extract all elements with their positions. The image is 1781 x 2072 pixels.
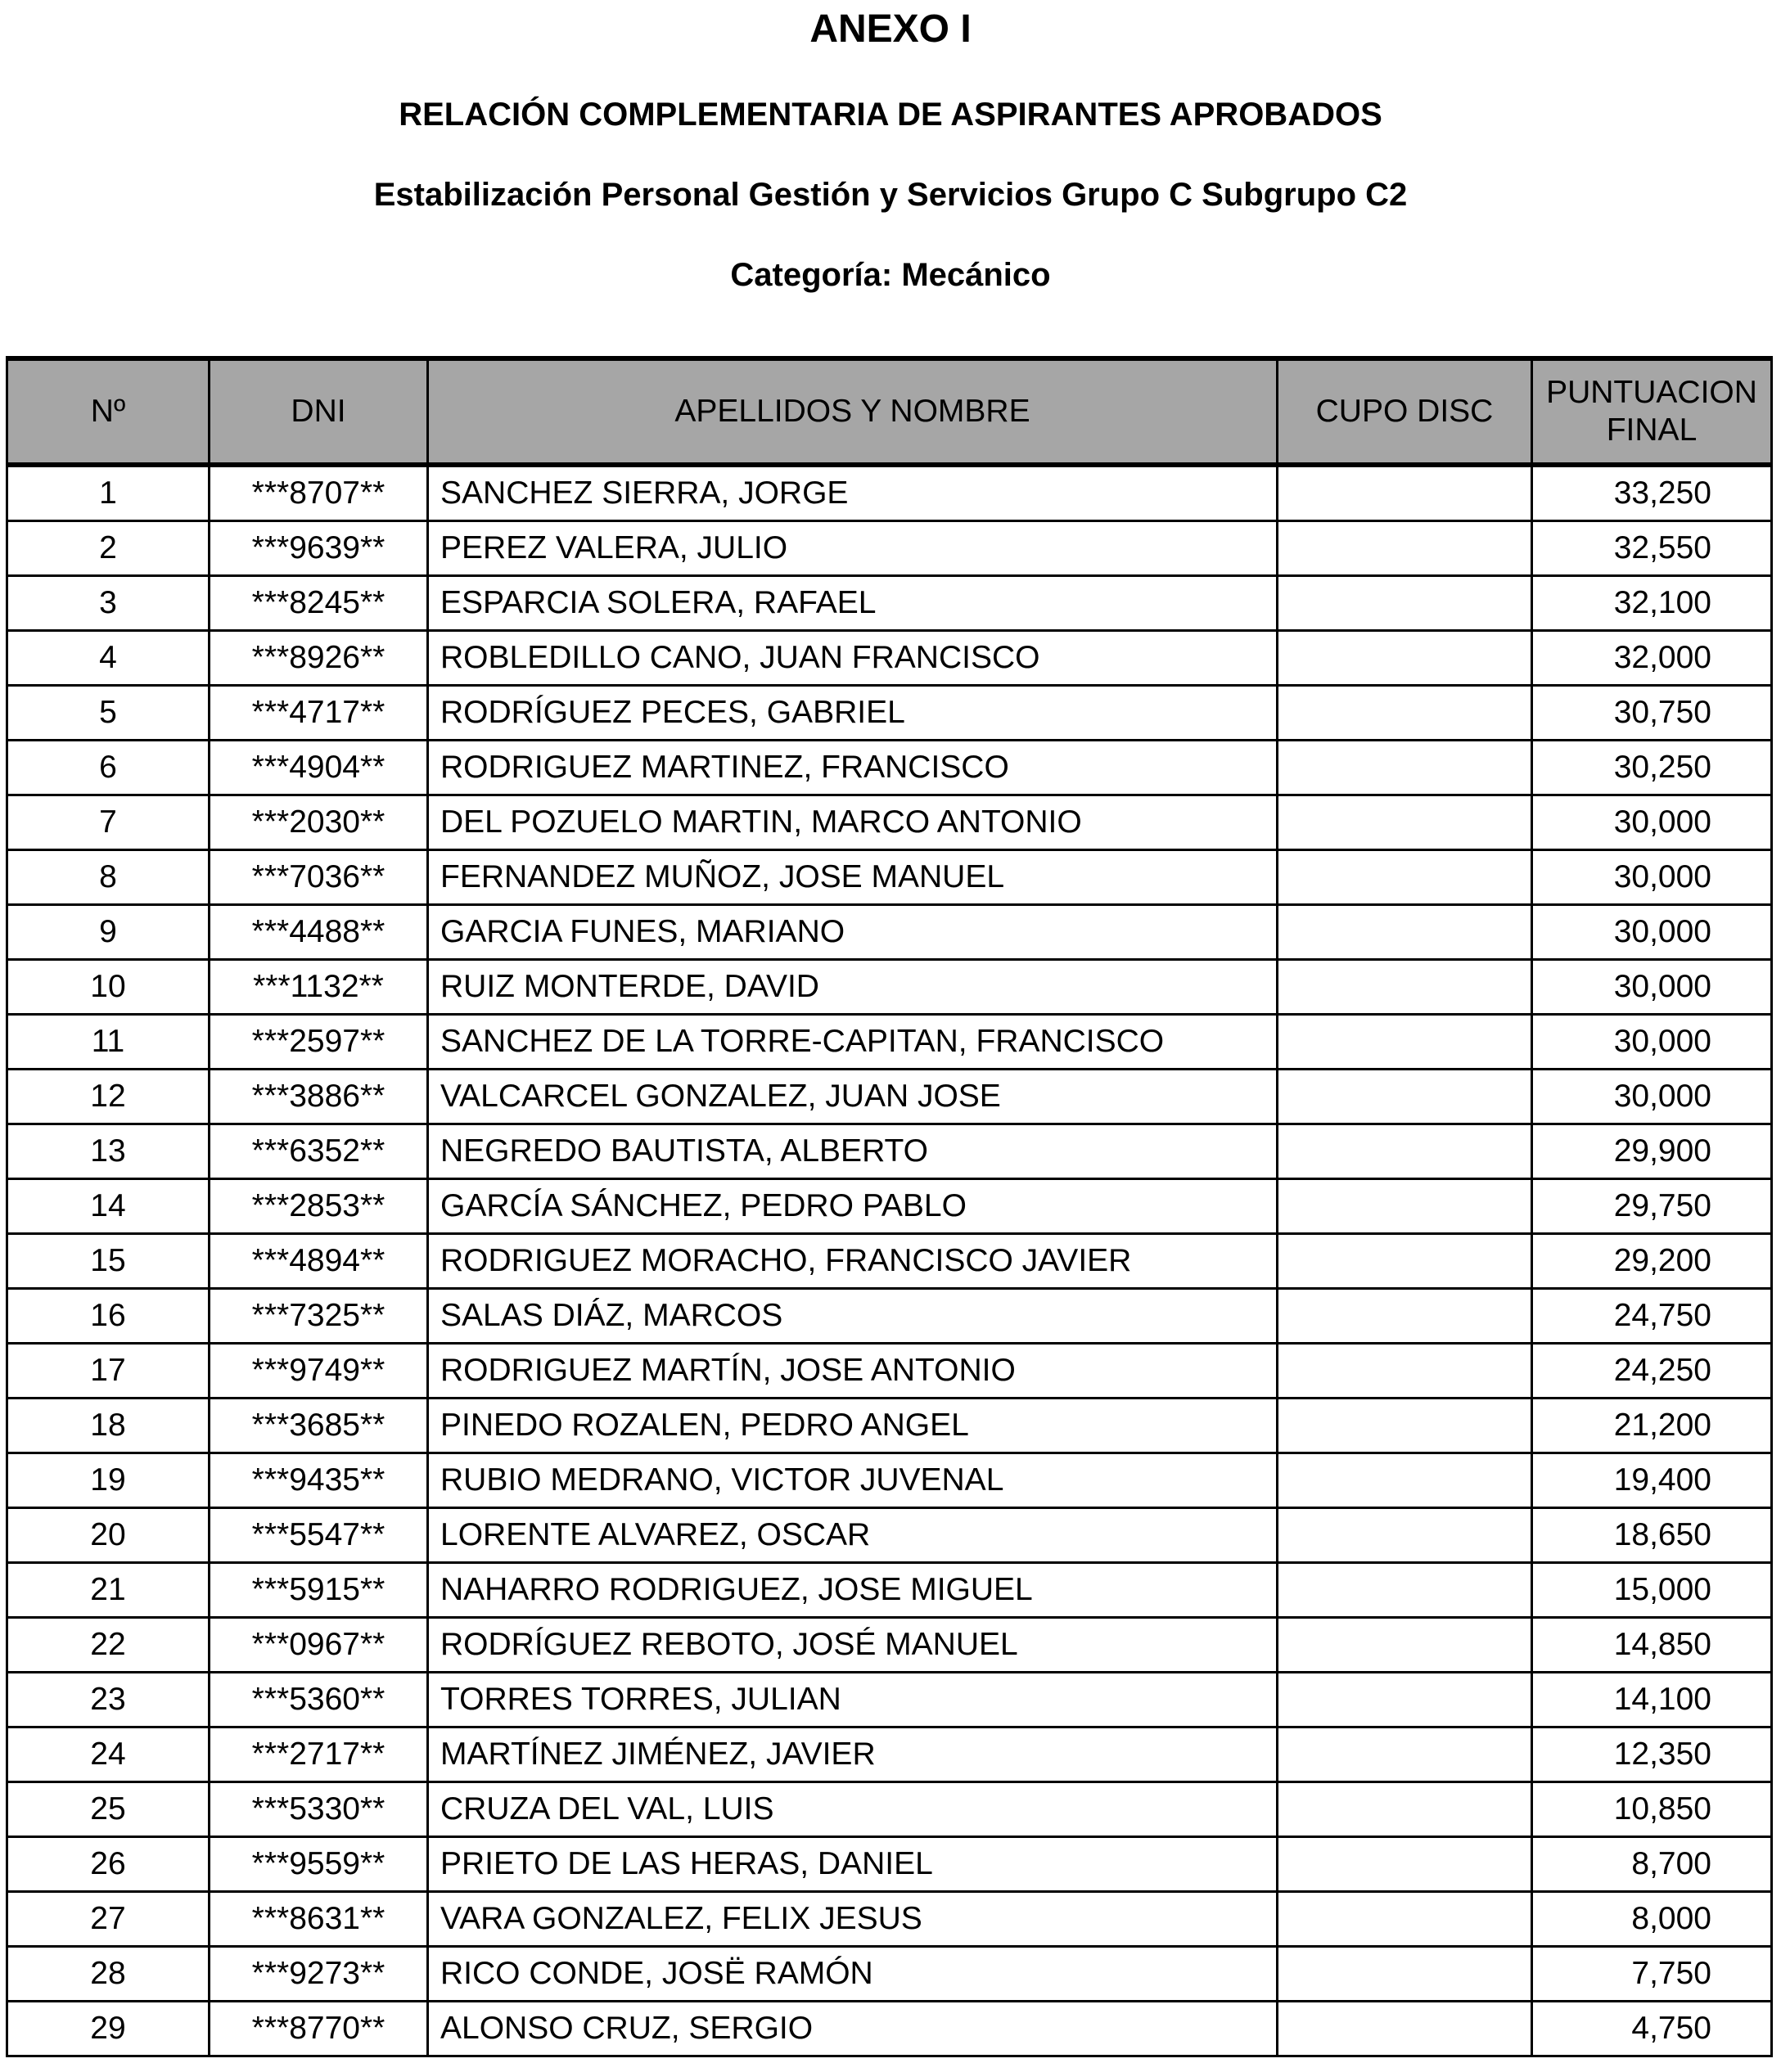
table-row — [7, 1015, 1772, 1070]
cell-score: 32,550 — [1532, 521, 1772, 576]
cell-score: 24,250 — [1532, 1344, 1772, 1399]
cell-name: TORRES TORRES, JULIAN — [428, 1673, 1278, 1727]
cell-dni: ***7325** — [210, 1289, 428, 1344]
cell-dni: ***4894** — [210, 1234, 428, 1289]
document-subtitle: RELACIÓN COMPLEMENTARIA DE ASPIRANTES APROBADOS — [399, 97, 1382, 133]
cell-cupo-disc — [1278, 960, 1532, 1015]
column-header-name: APELLIDOS Y NOMBRE — [428, 358, 1278, 465]
cell-dni: ***8631** — [210, 1892, 428, 1947]
process-name: Estabilización Personal Gestión y Servicios Grupo C Subgrupo C2 — [373, 177, 1408, 213]
cell-number: 7 — [7, 795, 210, 850]
cell-number: 24 — [7, 1727, 210, 1782]
cell-number: 18 — [7, 1399, 210, 1453]
cell-dni: ***9639** — [210, 521, 428, 576]
cell-dni: ***4717** — [210, 686, 428, 741]
cell-number: 12 — [7, 1070, 210, 1124]
cell-name: ALONSO CRUZ, SERGIO — [428, 2002, 1278, 2056]
cell-name: NEGREDO BAUTISTA, ALBERTO — [428, 1124, 1278, 1179]
cell-dni: ***4488** — [210, 905, 428, 960]
table-row — [7, 2002, 1772, 2056]
cell-cupo-disc — [1278, 1179, 1532, 1234]
table-row — [7, 1399, 1772, 1453]
cell-cupo-disc — [1278, 1124, 1532, 1179]
column-header-score-label: PUNTUACION FINAL — [1546, 375, 1757, 448]
cell-dni: ***6352** — [210, 1124, 428, 1179]
cell-score: 30,000 — [1532, 1015, 1772, 1070]
cell-number: 16 — [7, 1289, 210, 1344]
cell-number: 17 — [7, 1344, 210, 1399]
cell-score: 30,250 — [1532, 741, 1772, 795]
cell-number: 27 — [7, 1892, 210, 1947]
cell-number: 11 — [7, 1015, 210, 1070]
cell-number: 2 — [7, 521, 210, 576]
cell-score: 7,750 — [1532, 1947, 1772, 2002]
cell-score: 30,000 — [1532, 1070, 1772, 1124]
cell-dni: ***2030** — [210, 795, 428, 850]
cell-score: 29,900 — [1532, 1124, 1772, 1179]
table-row — [7, 631, 1772, 686]
table-row — [7, 1289, 1772, 1344]
cell-number: 13 — [7, 1124, 210, 1179]
cell-dni: ***2853** — [210, 1179, 428, 1234]
cell-dni: ***8926** — [210, 631, 428, 686]
cell-number: 26 — [7, 1837, 210, 1892]
cell-name: SALAS DIÁZ, MARCOS — [428, 1289, 1278, 1344]
cell-name: SANCHEZ DE LA TORRE-CAPITAN, FRANCISCO — [428, 1015, 1278, 1070]
cell-cupo-disc — [1278, 1618, 1532, 1673]
cell-dni: ***2717** — [210, 1727, 428, 1782]
cell-number: 25 — [7, 1782, 210, 1837]
cell-dni: ***8770** — [210, 2002, 428, 2056]
table-row — [7, 1618, 1772, 1673]
cell-cupo-disc — [1278, 576, 1532, 631]
applicants-table — [6, 356, 1773, 2057]
cell-dni: ***7036** — [210, 850, 428, 905]
table-row — [7, 521, 1772, 576]
table-row — [7, 1947, 1772, 2002]
cell-name: LORENTE ALVAREZ, OSCAR — [428, 1508, 1278, 1563]
cell-number: 3 — [7, 576, 210, 631]
cell-name: DEL POZUELO MARTIN, MARCO ANTONIO — [428, 795, 1278, 850]
cell-number: 1 — [7, 465, 210, 521]
cell-dni: ***1132** — [210, 960, 428, 1015]
cell-cupo-disc — [1278, 1837, 1532, 1892]
table-row — [7, 1508, 1772, 1563]
cell-cupo-disc — [1278, 1015, 1532, 1070]
table-row — [7, 1782, 1772, 1837]
cell-cupo-disc — [1278, 1289, 1532, 1344]
cell-score: 32,100 — [1532, 576, 1772, 631]
cell-cupo-disc — [1278, 521, 1532, 576]
cell-cupo-disc — [1278, 1782, 1532, 1837]
cell-cupo-disc — [1278, 741, 1532, 795]
cell-cupo-disc — [1278, 1947, 1532, 2002]
cell-number: 6 — [7, 741, 210, 795]
cell-dni: ***9559** — [210, 1837, 428, 1892]
column-header-score — [1532, 358, 1772, 465]
table-row — [7, 1070, 1772, 1124]
cell-cupo-disc — [1278, 1453, 1532, 1508]
table-row — [7, 795, 1772, 850]
cell-name: VALCARCEL GONZALEZ, JUAN JOSE — [428, 1070, 1278, 1124]
cell-number: 23 — [7, 1673, 210, 1727]
cell-name: NAHARRO RODRIGUEZ, JOSE MIGUEL — [428, 1563, 1278, 1618]
cell-score: 29,750 — [1532, 1179, 1772, 1234]
table-row — [7, 905, 1772, 960]
table-row — [7, 1234, 1772, 1289]
cell-name: CRUZA DEL VAL, LUIS — [428, 1782, 1278, 1837]
cell-name: RODRIGUEZ MARTINEZ, FRANCISCO — [428, 741, 1278, 795]
cell-cupo-disc — [1278, 795, 1532, 850]
table-row — [7, 1727, 1772, 1782]
cell-score: 33,250 — [1532, 465, 1772, 521]
cell-score: 14,850 — [1532, 1618, 1772, 1673]
column-header-number: Nº — [7, 358, 210, 465]
cell-cupo-disc — [1278, 1344, 1532, 1399]
cell-cupo-disc — [1278, 1892, 1532, 1947]
cell-dni: ***5360** — [210, 1673, 428, 1727]
cell-name: ESPARCIA SOLERA, RAFAEL — [428, 576, 1278, 631]
cell-name: VARA GONZALEZ, FELIX JESUS — [428, 1892, 1278, 1947]
cell-score: 30,000 — [1532, 795, 1772, 850]
cell-cupo-disc — [1278, 1070, 1532, 1124]
cell-dni: ***3886** — [210, 1070, 428, 1124]
cell-cupo-disc — [1278, 686, 1532, 741]
cell-number: 8 — [7, 850, 210, 905]
cell-cupo-disc — [1278, 850, 1532, 905]
cell-number: 22 — [7, 1618, 210, 1673]
cell-number: 4 — [7, 631, 210, 686]
cell-name: PEREZ VALERA, JULIO — [428, 521, 1278, 576]
cell-score: 12,350 — [1532, 1727, 1772, 1782]
table-row — [7, 1179, 1772, 1234]
cell-name: RICO CONDE, JOSË RAMÓN — [428, 1947, 1278, 2002]
cell-number: 20 — [7, 1508, 210, 1563]
cell-score: 24,750 — [1532, 1289, 1772, 1344]
cell-dni: ***9435** — [210, 1453, 428, 1508]
cell-score: 30,750 — [1532, 686, 1772, 741]
table-row — [7, 1563, 1772, 1618]
cell-cupo-disc — [1278, 1508, 1532, 1563]
cell-dni: ***8707** — [210, 465, 428, 521]
cell-dni: ***9749** — [210, 1344, 428, 1399]
cell-score: 10,850 — [1532, 1782, 1772, 1837]
cell-dni: ***3685** — [210, 1399, 428, 1453]
cell-score: 30,000 — [1532, 905, 1772, 960]
cell-number: 15 — [7, 1234, 210, 1289]
cell-name: RODRIGUEZ MORACHO, FRANCISCO JAVIER — [428, 1234, 1278, 1289]
table-header-row — [7, 358, 1772, 465]
cell-number: 5 — [7, 686, 210, 741]
cell-name: RODRÍGUEZ PECES, GABRIEL — [428, 686, 1278, 741]
cell-score: 8,700 — [1532, 1837, 1772, 1892]
column-header-dni: DNI — [210, 358, 428, 465]
column-header-cupo-disc: CUPO DISC — [1278, 358, 1532, 465]
cell-name: PRIETO DE LAS HERAS, DANIEL — [428, 1837, 1278, 1892]
table-row — [7, 1837, 1772, 1892]
cell-name: SANCHEZ SIERRA, JORGE — [428, 465, 1278, 521]
cell-dni: ***0967** — [210, 1618, 428, 1673]
cell-number: 29 — [7, 2002, 210, 2056]
cell-cupo-disc — [1278, 1727, 1532, 1782]
cell-cupo-disc — [1278, 1673, 1532, 1727]
cell-score: 32,000 — [1532, 631, 1772, 686]
cell-number: 21 — [7, 1563, 210, 1618]
cell-dni: ***8245** — [210, 576, 428, 631]
cell-number: 14 — [7, 1179, 210, 1234]
cell-name: GARCIA FUNES, MARIANO — [428, 905, 1278, 960]
cell-name: RODRIGUEZ MARTÍN, JOSE ANTONIO — [428, 1344, 1278, 1399]
cell-name: PINEDO ROZALEN, PEDRO ANGEL — [428, 1399, 1278, 1453]
cell-dni: ***5330** — [210, 1782, 428, 1837]
cell-dni: ***9273** — [210, 1947, 428, 2002]
table-row — [7, 960, 1772, 1015]
cell-score: 14,100 — [1532, 1673, 1772, 1727]
table-row — [7, 465, 1772, 521]
cell-name: RUBIO MEDRANO, VICTOR JUVENAL — [428, 1453, 1278, 1508]
cell-number: 10 — [7, 960, 210, 1015]
cell-cupo-disc — [1278, 465, 1532, 521]
table-row — [7, 1673, 1772, 1727]
table-row — [7, 1892, 1772, 1947]
cell-name: RODRÍGUEZ REBOTO, JOSÉ MANUEL — [428, 1618, 1278, 1673]
table-row — [7, 1344, 1772, 1399]
cell-score: 18,650 — [1532, 1508, 1772, 1563]
table-row — [7, 1124, 1772, 1179]
cell-number: 9 — [7, 905, 210, 960]
cell-dni: ***2597** — [210, 1015, 428, 1070]
cell-score: 21,200 — [1532, 1399, 1772, 1453]
category-label: Categoría: Mecánico — [730, 257, 1051, 293]
cell-name: GARCÍA SÁNCHEZ, PEDRO PABLO — [428, 1179, 1278, 1234]
table-row — [7, 741, 1772, 795]
cell-score: 29,200 — [1532, 1234, 1772, 1289]
cell-score: 15,000 — [1532, 1563, 1772, 1618]
cell-cupo-disc — [1278, 1234, 1532, 1289]
cell-cupo-disc — [1278, 905, 1532, 960]
cell-score: 4,750 — [1532, 2002, 1772, 2056]
table-row — [7, 576, 1772, 631]
table-row — [7, 686, 1772, 741]
cell-dni: ***4904** — [210, 741, 428, 795]
cell-name: RUIZ MONTERDE, DAVID — [428, 960, 1278, 1015]
cell-name: ROBLEDILLO CANO, JUAN FRANCISCO — [428, 631, 1278, 686]
cell-score: 19,400 — [1532, 1453, 1772, 1508]
cell-score: 8,000 — [1532, 1892, 1772, 1947]
cell-score: 30,000 — [1532, 960, 1772, 1015]
cell-dni: ***5547** — [210, 1508, 428, 1563]
table-row — [7, 1453, 1772, 1508]
cell-cupo-disc — [1278, 1399, 1532, 1453]
table-row — [7, 850, 1772, 905]
cell-number: 28 — [7, 1947, 210, 2002]
cell-name: MARTÍNEZ JIMÉNEZ, JAVIER — [428, 1727, 1278, 1782]
cell-cupo-disc — [1278, 1563, 1532, 1618]
cell-cupo-disc — [1278, 2002, 1532, 2056]
cell-score: 30,000 — [1532, 850, 1772, 905]
cell-number: 19 — [7, 1453, 210, 1508]
cell-cupo-disc — [1278, 631, 1532, 686]
cell-name: FERNANDEZ MUÑOZ, JOSE MANUEL — [428, 850, 1278, 905]
cell-dni: ***5915** — [210, 1563, 428, 1618]
document-title: ANEXO I — [809, 7, 972, 51]
